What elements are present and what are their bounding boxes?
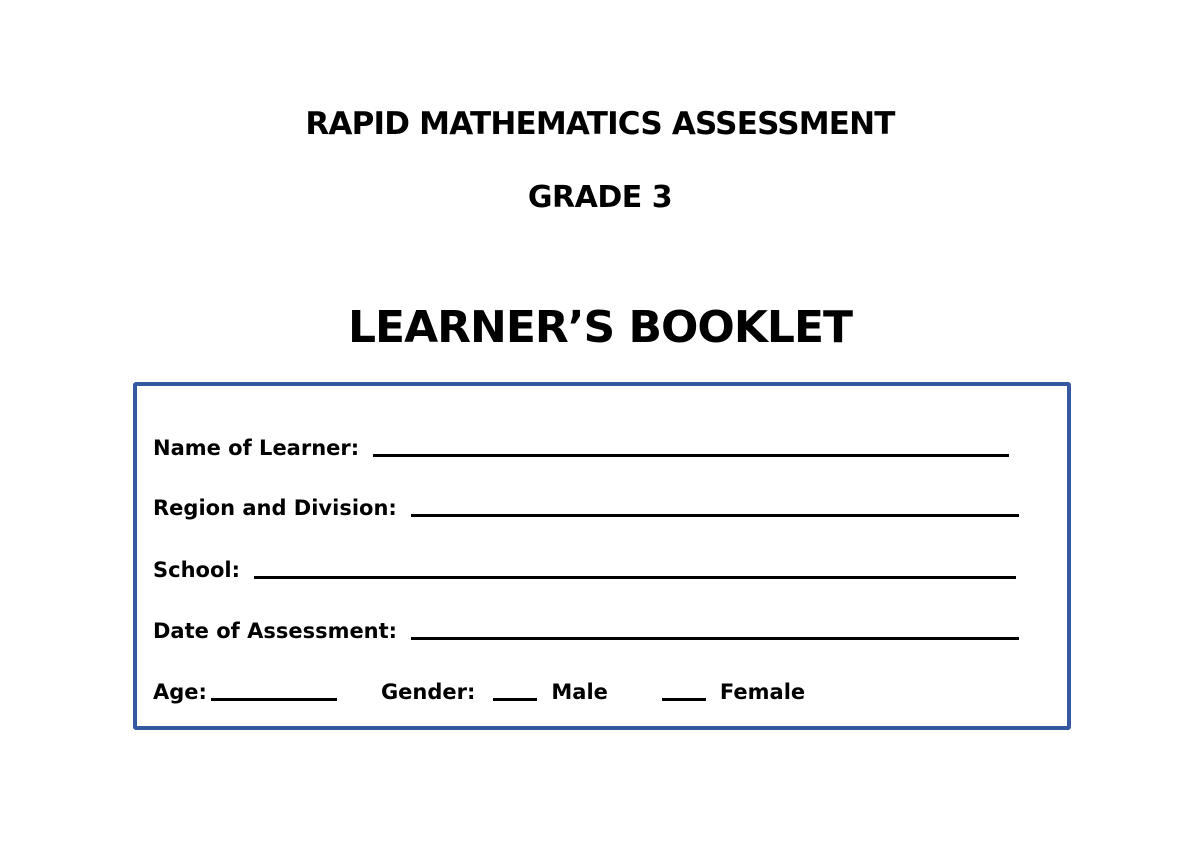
age-gender-row — [153, 674, 805, 704]
gender-label: Gender: — [380, 680, 476, 704]
learner-info-box — [133, 382, 1071, 730]
age-label: Age: — [153, 680, 207, 704]
school-row — [153, 552, 1016, 582]
booklet-title: LEARNER’S BOOKLET — [347, 302, 853, 353]
male-label: Male — [551, 680, 608, 704]
grade-label: GRADE 3 — [527, 180, 673, 215]
female-label: Female — [719, 680, 806, 704]
school-label: School: — [153, 558, 240, 582]
name-label: Name of Learner: — [153, 436, 360, 460]
region-row — [153, 490, 1019, 520]
school-field[interactable] — [254, 576, 1016, 579]
date-field[interactable] — [411, 637, 1019, 640]
male-blank[interactable] — [493, 698, 537, 701]
age-field[interactable] — [211, 698, 337, 701]
date-label: Date of Assessment: — [153, 619, 398, 643]
region-field[interactable] — [411, 514, 1019, 517]
date-row — [153, 613, 1019, 643]
region-label: Region and Division: — [153, 496, 397, 520]
assessment-title: RAPID MATHEMATICS ASSESSMENT — [305, 106, 895, 142]
female-blank[interactable] — [662, 698, 706, 701]
name-field[interactable] — [373, 454, 1009, 457]
name-row — [153, 430, 1009, 460]
